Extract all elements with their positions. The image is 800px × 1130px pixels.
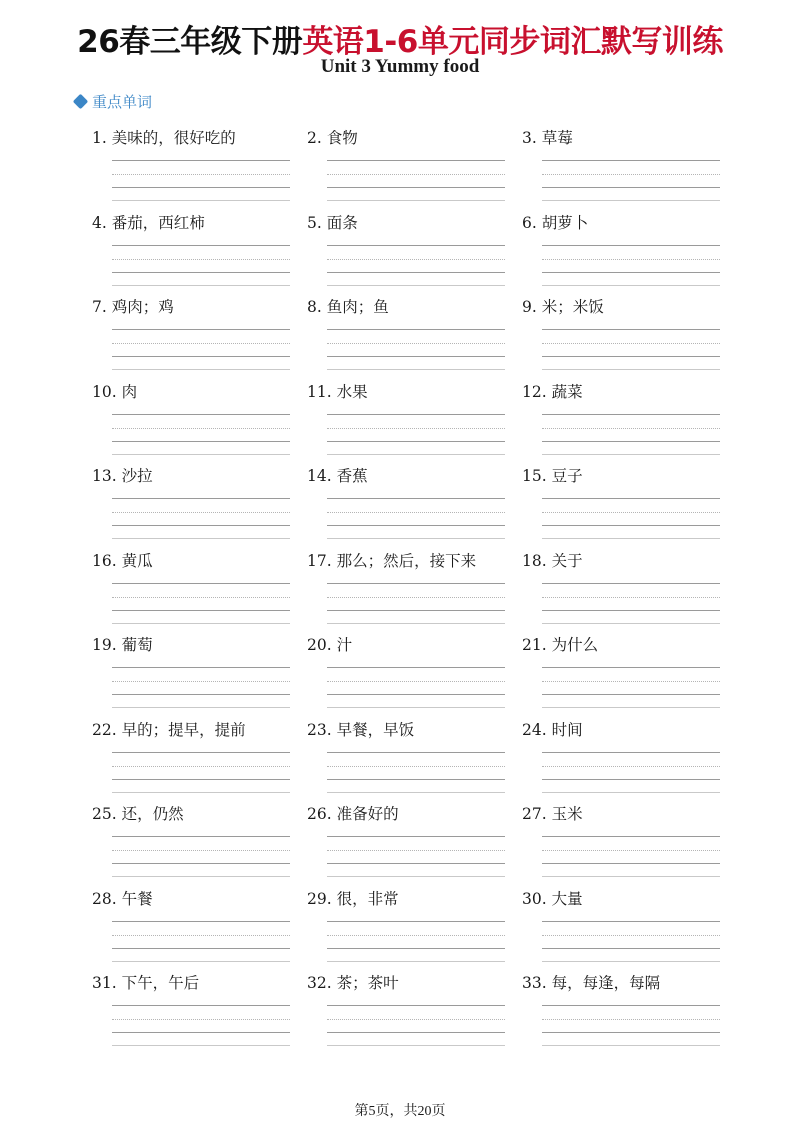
vocab-item-prompt: 20. 汁 [307,636,353,654]
writing-line [112,961,290,962]
writing-line [542,876,720,877]
vocab-item [92,380,292,402]
writing-line [112,200,290,201]
unit-title: Unit 3 Yummy food [320,56,480,77]
vocab-item-prompt: 27. 玉米 [522,805,583,823]
writing-line [327,707,505,708]
worksheet-title [0,16,800,61]
writing-line [542,245,720,246]
vocab-item [92,887,292,909]
writing-line [327,667,505,668]
vocab-item [522,887,722,909]
vocab-item [307,211,507,233]
writing-line [327,610,505,611]
vocab-row [92,549,732,634]
writing-line [542,667,720,668]
vocab-item-prompt: 4. 番茄，西红柿 [92,213,205,232]
writing-line [112,538,290,539]
writing-line [327,200,505,201]
writing-line [542,836,720,837]
vocab-row [92,971,732,1056]
vocab-row [92,633,732,718]
vocab-item-prompt: 30. 大量 [522,889,583,908]
writing-line [327,428,505,429]
writing-line [327,356,505,357]
writing-line [327,752,505,753]
vocab-item-prompt: 28. 午餐 [92,889,153,908]
writing-line [542,850,720,851]
writing-line [327,160,505,161]
writing-line [327,961,505,962]
writing-line [112,610,290,611]
vocab-item-prompt: 1. 美味的，很好吃的 [92,129,236,147]
writing-line [327,245,505,246]
vocab-row [92,464,732,549]
vocab-item [307,887,507,909]
writing-line [542,160,720,161]
vocab-item-prompt: 29. 很，非常 [307,889,399,908]
writing-line [112,1032,290,1033]
writing-line [542,285,720,286]
writing-line [112,428,290,429]
writing-line [112,935,290,936]
vocab-row [92,887,732,972]
vocab-item [307,633,507,655]
vocab-item [522,464,722,486]
vocab-row [92,211,732,296]
writing-line [112,245,290,246]
writing-line [327,779,505,780]
writing-line [112,779,290,780]
worksheet-title-grade: 26春三年级下册 [77,24,303,60]
vocab-item-prompt: 9. 米；米饭 [522,298,604,316]
writing-line [112,356,290,357]
vocab-item-prompt: 16. 黄瓜 [92,551,153,570]
vocab-item-prompt: 25. 还，仍然 [92,805,184,823]
writing-line [327,525,505,526]
writing-line [112,369,290,370]
vocab-item [92,802,292,824]
vocab-item-prompt: 2. 食物 [307,129,358,147]
writing-line [112,597,290,598]
writing-line [112,187,290,188]
vocab-item-prompt: 19. 葡萄 [92,636,153,654]
vocab-item [307,971,507,993]
writing-line [327,272,505,273]
writing-line [112,1019,290,1020]
vocab-item [307,126,507,148]
writing-line [112,752,290,753]
worksheet-title-subject: 英语1-6单元同步词汇默写训练 [302,24,723,60]
writing-line [327,681,505,682]
writing-line [112,1045,290,1046]
writing-line [327,597,505,598]
vocab-item [522,633,722,655]
writing-line [327,876,505,877]
section-heading-label: 重点单词 [92,93,153,111]
writing-line [327,259,505,260]
writing-line [327,1045,505,1046]
vocab-item-prompt: 21. 为什么 [522,636,599,654]
writing-line [327,1005,505,1006]
vocab-item-prompt: 23. 早餐，早饭 [307,720,415,739]
writing-line [112,272,290,273]
vocab-row [92,802,732,887]
vocab-item [92,211,292,233]
writing-line [542,694,720,695]
writing-line [542,935,720,936]
writing-line [542,525,720,526]
writing-line [542,792,720,793]
writing-line [112,1005,290,1006]
writing-line [112,512,290,513]
writing-line [542,779,720,780]
writing-line [112,876,290,877]
page-number: 第5页，共20页 [354,1104,446,1119]
vocab-item-prompt: 26. 准备好的 [307,805,399,823]
vocab-item [307,464,507,486]
writing-line [542,623,720,624]
writing-line [542,863,720,864]
vocab-item [307,549,507,571]
writing-line [542,752,720,753]
writing-line [327,792,505,793]
vocab-item-prompt: 11. 水果 [307,382,368,401]
writing-line [542,766,720,767]
writing-line [112,525,290,526]
writing-line [112,583,290,584]
writing-line [112,681,290,682]
writing-line [542,329,720,330]
vocab-item-prompt: 6. 胡萝卜 [522,213,589,232]
vocab-item [92,971,292,993]
vocab-row [92,718,732,803]
writing-line [542,707,720,708]
writing-line [542,1005,720,1006]
writing-line [542,498,720,499]
writing-line [327,863,505,864]
writing-line [327,850,505,851]
writing-line [327,583,505,584]
writing-line [327,1032,505,1033]
writing-line [112,285,290,286]
writing-line [112,441,290,442]
writing-line [112,454,290,455]
vocab-item [307,380,507,402]
writing-line [542,948,720,949]
vocab-item-prompt: 12. 蔬菜 [522,382,583,401]
vocab-item-prompt: 18. 关于 [522,551,583,570]
writing-line [327,538,505,539]
vocab-item-prompt: 22. 早的；提早，提前 [92,720,246,739]
writing-line [542,200,720,201]
vocab-item [307,802,507,824]
writing-line [327,369,505,370]
writing-line [542,961,720,962]
vocab-item [307,718,507,740]
vocab-item [92,295,292,317]
vocab-item-prompt: 15. 豆子 [522,467,583,485]
vocab-item-prompt: 14. 香蕉 [307,467,368,485]
vocab-item [92,633,292,655]
vocab-item [92,126,292,148]
vocab-item-prompt: 24. 时间 [522,720,583,739]
vocab-item-prompt: 3. 草莓 [522,129,573,147]
writing-line [327,174,505,175]
writing-line [542,441,720,442]
vocab-item-prompt: 8. 鱼肉；鱼 [307,298,389,316]
writing-line [542,187,720,188]
writing-line [542,272,720,273]
vocab-item [522,211,722,233]
writing-line [112,343,290,344]
writing-line [112,792,290,793]
vocab-item [522,549,722,571]
vocab-item [92,464,292,486]
writing-line [542,174,720,175]
writing-line [542,610,720,611]
vocab-item-prompt: 5. 面条 [307,213,358,232]
writing-line [327,836,505,837]
vocab-item [92,718,292,740]
vocab-item [307,295,507,317]
writing-line [112,707,290,708]
vocab-item [92,549,292,571]
writing-line [542,454,720,455]
writing-line [112,498,290,499]
writing-line [327,454,505,455]
vocabulary-grid [92,126,732,1056]
vocab-item-prompt: 17. 那么；然后，接下来 [307,551,477,570]
writing-line [542,428,720,429]
writing-line [542,1019,720,1020]
writing-line [542,414,720,415]
writing-line [327,766,505,767]
writing-line [327,694,505,695]
vocab-row [92,126,732,211]
writing-line [112,921,290,922]
writing-line [542,356,720,357]
writing-line [542,597,720,598]
writing-line [327,187,505,188]
vocab-item [522,295,722,317]
writing-line [112,160,290,161]
writing-line [327,948,505,949]
vocab-row [92,295,732,380]
writing-line [542,343,720,344]
writing-line [327,512,505,513]
vocab-item-prompt: 7. 鸡肉；鸡 [92,298,174,316]
writing-line [112,863,290,864]
vocab-item-prompt: 13. 沙拉 [92,467,153,485]
writing-line [112,694,290,695]
vocab-item [522,380,722,402]
writing-line [112,329,290,330]
writing-line [112,948,290,949]
vocab-item [522,718,722,740]
writing-line [327,935,505,936]
vocab-item [522,802,722,824]
writing-line [327,329,505,330]
vocab-item-prompt: 10. 肉 [92,382,138,401]
vocab-row [92,380,732,465]
vocab-item-prompt: 33. 每，每逢，每隔 [522,974,661,992]
writing-line [542,681,720,682]
writing-line [112,766,290,767]
vocab-item [522,126,722,148]
writing-line [542,921,720,922]
writing-line [327,285,505,286]
writing-line [542,512,720,513]
writing-line [112,174,290,175]
blue-diamond-icon [73,94,89,110]
writing-line [112,259,290,260]
vocab-item-prompt: 31. 下午，午后 [92,974,200,992]
writing-line [542,1032,720,1033]
vocab-item-prompt: 32. 茶；茶叶 [307,974,399,992]
writing-line [542,259,720,260]
writing-line [112,623,290,624]
section-heading [75,91,152,112]
writing-line [327,623,505,624]
writing-line [327,414,505,415]
writing-line [112,836,290,837]
writing-line [542,538,720,539]
writing-line [327,921,505,922]
writing-line [112,850,290,851]
writing-line [112,667,290,668]
writing-line [327,343,505,344]
writing-line [112,414,290,415]
writing-line [327,498,505,499]
vocab-item [522,971,722,993]
writing-line [542,369,720,370]
writing-line [327,441,505,442]
writing-line [542,583,720,584]
writing-line [542,1045,720,1046]
writing-line [327,1019,505,1020]
